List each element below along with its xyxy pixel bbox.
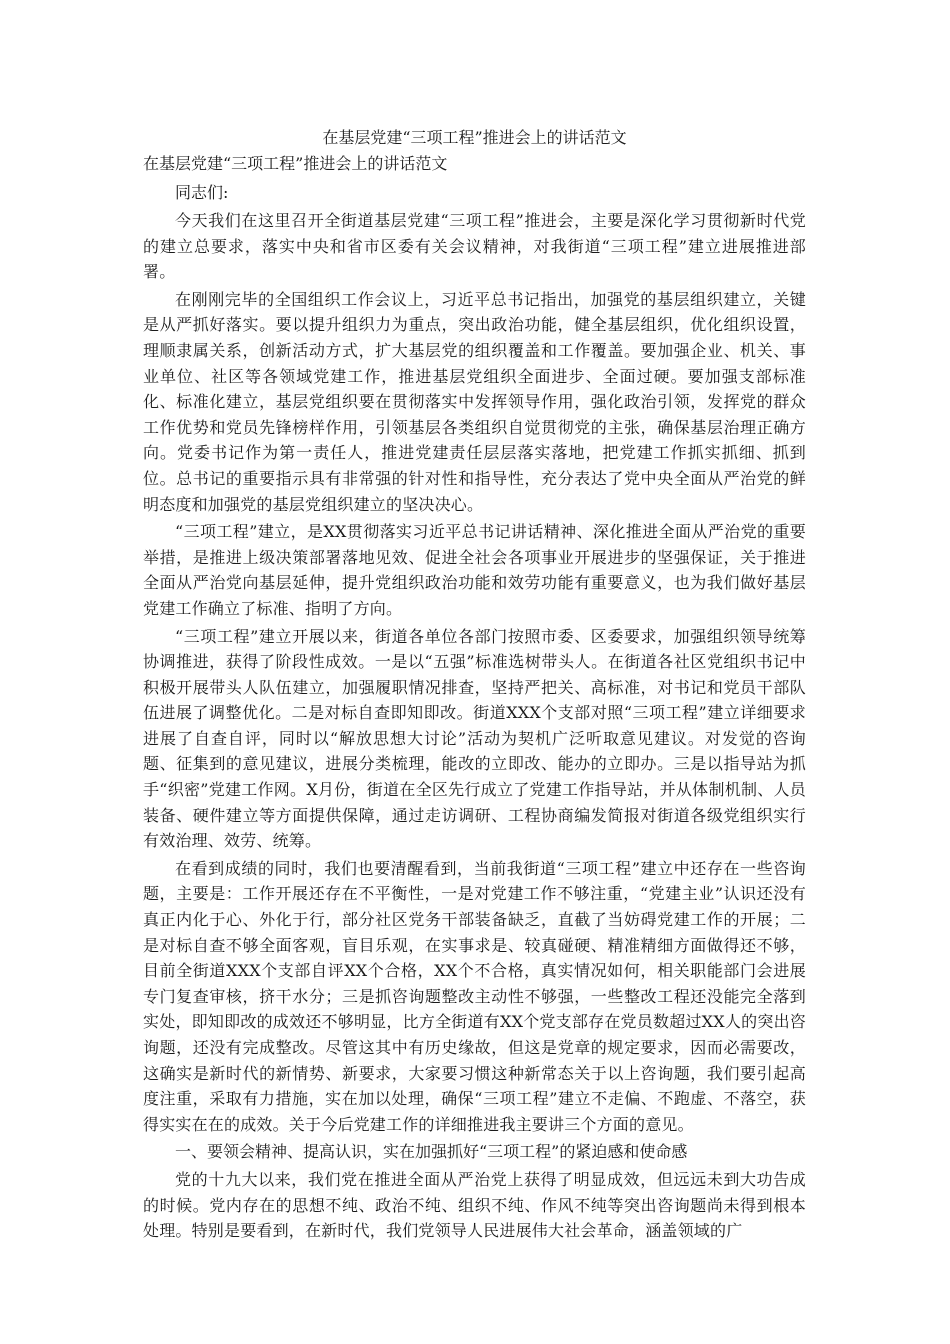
paragraph-significance: “三项工程”建立，是XX贯彻落实习近平总书记讲话精神、深化推进全面从严治党的重要举措，是推进上级决策部署落地见效、促进全社会各项事业开展进步的坚强保证，关于推进全面从严治党向基层延伸，提升党组织政治功能和效劳功能有重要意义，也为我们做好基层党建工作确立了标准、指明了方向。 — [143, 522, 806, 618]
paragraph-achievements: “三项工程”建立开展以来，街道各单位各部门按照市委、区委要求，加强组织领导统筹协调推进，获得了阶段性成效。一是以“五强”标准选树带头人。在街道各社区党组织书记中积极开展带头人队伍建立，加强履职情况排查，坚持严把关、高标准，对书记和党员干部队伍进展了调整优化。二是对标自查即知即改。街道XXX个支部对照“三项工程”建立详细要求进展了自查自评，同时以“解放思想大讨论”活动为契机广泛听取意见建议。对发觉的咨询题、征集到的意见建议，进展分类梳理，能改的立即改、能办的立即办。三是以指导站为抓手“织密”党建工作网。X月份，街道在全区先行成立了党建工作指导站，并从体制机制、人员装备、硬件建立等方面提供保障，通过走访调研、工程协商编发简报对街道各级党组织实行有效治理、效劳、统筹。 — [143, 626, 806, 851]
salutation: 同志们: — [175, 183, 229, 202]
paragraph-problems: 在看到成绩的同时，我们也要清醒看到，当前我街道“三项工程”建立中还存在一些咨询题，主要是：工作开展还存在不平衡性，一是对党建工作不够注重，“党建主业”认识还没有真正内化于心、外化于行，部分社区党务干部装备缺乏，直截了当妨碍党建工作的开展；二是对标自查不够全面客观，盲目乐观，在实事求是、较真碰硬、精准精细方面做得还不够，目前全街道XXX个支部自评XX个合格，XX个不合格，真实情况如何，相关职能部门会进展专门复查审核，挤干水分；三是抓咨询题整改主动性不够强，一些整改工程还没能完全落到实处，即知即改的成效还不够明显，比方全街道有XX个党支部存在党员数超过XX人的突出咨询题，还没有完成整改。尽管这其中有历史缘故，但这是党章的规定要求，因而必需要改，这确实是新时代的新情势、新要求，大家要习惯这种新常态关于以上咨询题，我们要引起高度注重，采取有力措施，实在加以处理，确保“三项工程”建立不走偏、不跑虚、不落空，获得实实在在的成效。关于今后党建工作的详细推进我主要讲三个方面的意见。 — [143, 858, 806, 1134]
document-page — [143, 126, 806, 1246]
section-heading: 一、要领会精神、提高认识，实在加强抓好“三项工程”的紧迫感和使命感 — [175, 1142, 688, 1162]
paragraph-closing: 党的十九大以来，我们党在推进全面从严治党上获得了明显成效，但远远未到大功告成的时候。党内存在的思想不纯、政治不纯、组织不纯、作风不纯等突出咨询题尚未得到根本处理。特别是要看到，在新时代，我们党领导人民进展伟大社会革命，涵盖领域的广 — [143, 1169, 806, 1241]
paragraph-intro: 今天我们在这里召开全街道基层党建“三项工程”推进会，主要是深化学习贯彻新时代党的建立总要求，落实中央和省市区委有关会议精神，对我街道“三项工程”建立进展推进部署。 — [143, 211, 806, 282]
document-title: 在基层党建“三项工程”推进会上的讲话范文 — [322, 128, 627, 147]
document-subtitle: 在基层党建“三项工程”推进会上的讲话范文 — [143, 154, 448, 173]
paragraph-conference: 在刚刚完毕的全国组织工作会议上，习近平总书记指出，加强党的基层组织建立，关键是从严抓好落实。要以提升组织力为重点，突出政治功能，健全基层组织，优化组织设置，理顺隶属关系，创新活动方式，扩大基层党的组织覆盖和工作覆盖。要加强企业、机关、事业单位、社区等各领域党建工作，推进基层党组织全面进步、全面过硬。要加强支部标准化、标准化建立，基层党组织要在贯彻落实中发挥领导作用，强化政治引领，发挥党的群众工作优势和党员先锋榜样作用，引领基层各类组织自觉贯彻党的主张，确保基层治理正确方向。党委书记作为第一责任人，推进党建责任层层落实落地，把党建工作抓实抓细、抓到位。总书记的重要指示具有非常强的针对性和指导性，充分表达了党中央全面从严治党的鲜明态度和加强党的基层党组织建立的坚决决心。 — [143, 289, 806, 514]
